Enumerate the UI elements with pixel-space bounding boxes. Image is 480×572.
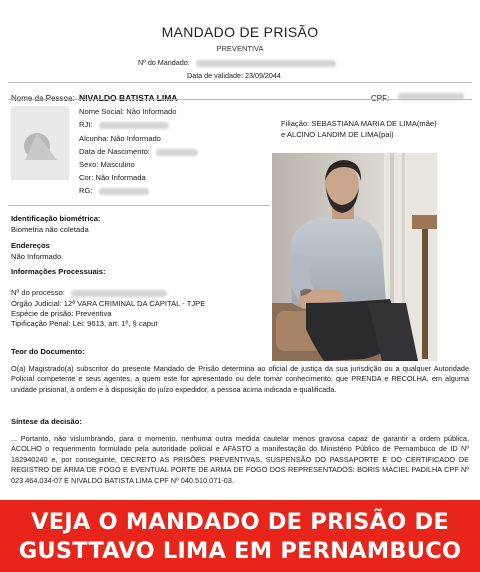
enderecos-value: Não Informado — [11, 252, 62, 261]
mandado-number-label: Nº do Mandado: — [138, 58, 190, 67]
biometria-heading: Identificação biométrica: — [11, 214, 101, 223]
processuais-heading: Informações Processuais: — [11, 267, 106, 276]
processo-redacted — [71, 290, 167, 297]
person-name-label: Nome da Pessoa: — [11, 94, 75, 103]
validade-row — [187, 71, 281, 80]
name-divider — [8, 99, 472, 100]
cpf-row — [371, 88, 464, 106]
person-name-value: NIVALDO BATISTA LIMA — [79, 93, 178, 103]
mandado-number-redacted — [196, 60, 336, 67]
tipificacao-penal: Tipificação Penal: Lei: 9613, art. 1º, § caput — [11, 319, 158, 328]
person-silhouette-icon — [11, 106, 69, 180]
person-name-row — [11, 88, 177, 106]
rg-label: RG: — [79, 186, 93, 195]
suspect-photo — [272, 153, 437, 361]
teor-heading: Teor do Documento: — [11, 347, 85, 356]
rji-redacted — [99, 122, 169, 129]
filiacao-line-2: e ALCINO LANDIM DE LIMA(pai) — [281, 130, 394, 139]
especie-prisao: Espécie de prisão: Preventiva — [11, 309, 112, 318]
teor-text: O(a) Magistrado(a) subscritor do presente Mandado de Prisão determina ao oficial de justiça da sua jurisdição ou a qualquer Autoridade Policial competente e seus agentes, a quem este for apresentado ou dele tomar conhecimento, que PRENDA e RECOLHA, em alguma unidade prisional, à ordem e à disposição do juízo expedidor, a pessoa acima indicada e qualificada. — [11, 364, 469, 394]
sintese-heading: Síntese da decisão: — [11, 417, 82, 426]
document-title: MANDADO DE PRISÃO — [161, 24, 319, 40]
processo-label: Nº do processo: — [11, 288, 65, 297]
headline-line-2: GUSTTAVO LIMA EM PERNAMBUCO — [18, 538, 462, 564]
cpf-label: CPF: — [371, 94, 390, 103]
alcunha: Alcunha: Não Informado — [79, 134, 161, 143]
biometria-value: Biometria não coletada — [11, 225, 89, 234]
nascimento-row — [79, 147, 198, 156]
seated-man-photo-illustration — [272, 153, 437, 361]
nascimento-label: Data de Nascimento: — [79, 147, 150, 156]
person-photo-placeholder — [11, 106, 69, 180]
header-divider — [8, 82, 472, 83]
nascimento-redacted — [156, 149, 198, 156]
rji-row — [79, 120, 169, 129]
enderecos-heading: Endereços — [11, 241, 50, 250]
processo-row — [11, 288, 167, 297]
document-subtitle: PREVENTIVA — [216, 44, 264, 53]
mandado-number-row — [138, 58, 336, 67]
rg-row — [79, 186, 149, 195]
validade-value: 23/09/2044 — [244, 71, 281, 80]
sexo: Sexo: Masculino — [79, 160, 135, 169]
filiacao-line-1: Filiação: SEBASTIANA MARIA DE LIMA(mãe) — [281, 119, 437, 128]
cor: Cor: Não Informada — [79, 173, 146, 182]
nome-social: Nome Social: Não Informado — [79, 107, 177, 116]
headline-banner — [0, 500, 480, 572]
rg-redacted — [99, 188, 149, 195]
sintese-text: ... Portanto, não vislumbrando, para o momento, nenhuma outra medida cautelar menos gravosa capaz de garantir a ordem pública, ACOLHO o requerimento formulado pela autoridade policial e AFASTO a manifestação do Ministério Público de Pernambuco de ID Nº 182940240 e, por conseguinte, DECRETO AS PRISÕES PREVENTIVAS, SUSPENSÃO DO PASSAPORTE E DO CERTIFICADO DE REGISTRO DE ARMA DE FOGO E EVENTUAL PORTE DE ARMA DE FOGO DOS REPRESENTADOS: BORIS MACIEL PADILHA CPF Nº 023.464.034-07 E NIVALDO BATISTA LIMA CPF Nº 040.510.071-03. — [11, 434, 469, 485]
validade-label: Data de validade: — [187, 71, 243, 80]
orgao-judicial: Órgão Judicial: 12ª VARA CRIMINAL DA CAPITAL - TJPE — [11, 299, 206, 308]
rji-label: RJI: — [79, 120, 93, 129]
info-divider — [8, 205, 270, 206]
headline-line-1: VEJA O MANDADO DE PRISÃO DE — [31, 509, 449, 535]
